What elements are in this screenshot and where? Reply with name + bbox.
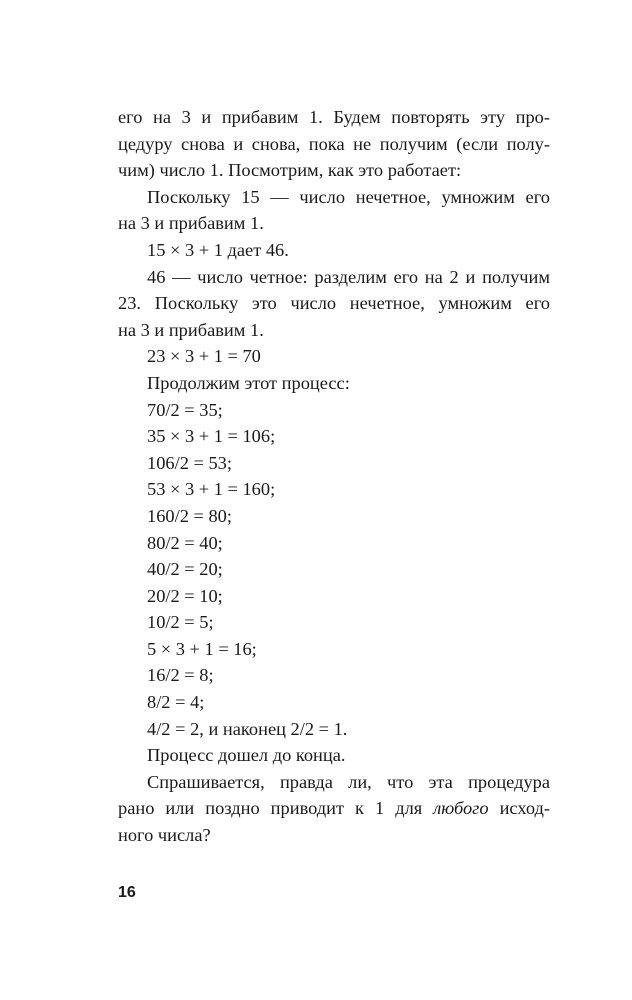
text-line: 4/2 = 2, и наконец 2/2 = 1. bbox=[147, 718, 348, 739]
text-line: Процесс дошел до конца. bbox=[147, 745, 346, 766]
text-line: 5 × 3 + 1 = 16; bbox=[147, 638, 257, 659]
text-line: 16/2 = 8; bbox=[147, 665, 214, 686]
text-line: 53 × 3 + 1 = 160; bbox=[147, 479, 276, 500]
text-line: 46 — число четное: разделим его на 2 и получим bbox=[147, 266, 550, 287]
text-line: его на 3 и прибавим 1. Будем повторять эту про- bbox=[118, 107, 550, 127]
text-line: 35 × 3 + 1 = 106; bbox=[147, 426, 276, 447]
page-number: 16 bbox=[118, 884, 136, 901]
text-line bbox=[118, 795, 550, 822]
text-line: 70/2 = 35; bbox=[147, 399, 223, 420]
text-line: на 3 и прибавим 1. bbox=[118, 319, 264, 340]
text-segment: исход- bbox=[488, 798, 550, 819]
text-line: 15 × 3 + 1 дает 46. bbox=[147, 239, 289, 260]
text-line: на 3 и прибавим 1. bbox=[118, 213, 264, 234]
text-line: чим) число 1. Посмотрим, как это работает: bbox=[118, 160, 462, 181]
text-line: 106/2 = 53; bbox=[147, 452, 232, 473]
text-line: 160/2 = 80; bbox=[147, 505, 232, 526]
text-line: Продолжим этот процесс: bbox=[147, 372, 350, 393]
text-line: 10/2 = 5; bbox=[147, 612, 214, 633]
emphasis-text: любого bbox=[433, 798, 489, 819]
text-line: 8/2 = 4; bbox=[147, 692, 205, 713]
text-line: Спрашивается, правда ли, что эта процедура bbox=[147, 771, 550, 792]
text-line: 20/2 = 10; bbox=[147, 585, 223, 606]
body-text bbox=[118, 104, 550, 849]
text-line: 80/2 = 40; bbox=[147, 532, 223, 553]
text-line: цедуру снова и снова, пока не получим (если полу- bbox=[118, 133, 550, 154]
text-segment: рано или поздно приводит к 1 для bbox=[118, 798, 434, 819]
text-line: 23 × 3 + 1 = 70 bbox=[147, 346, 261, 367]
text-line: 40/2 = 20; bbox=[147, 559, 223, 580]
text-line: Поскольку 15 — число нечетное, умножим его bbox=[147, 186, 550, 207]
text-line: 23. Поскольку это число нечетное, умножим его bbox=[118, 293, 550, 314]
text-line: ного числа? bbox=[118, 825, 211, 846]
